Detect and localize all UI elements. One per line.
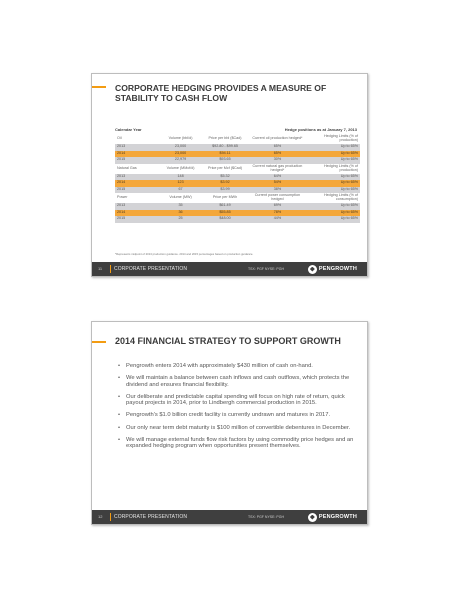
logo-text: PENGROWTH	[318, 514, 357, 520]
header-cell: Current oil production hedged*	[248, 134, 306, 144]
table-cell: 2014	[115, 180, 159, 187]
table-cell: 35	[159, 203, 201, 210]
table-cell: 2013	[115, 203, 159, 210]
header-cell: Price per bbl ($Cad)	[202, 134, 249, 144]
table-cell: Up to 65%	[306, 151, 360, 158]
slide-financial-strategy	[91, 321, 368, 525]
slide-title: CORPORATE HEDGING PROVIDES A MEASURE OF STABILITY TO CASH FLOW	[115, 83, 327, 103]
table-cell: 44%	[248, 216, 306, 223]
table-header-row	[115, 164, 360, 174]
list-item: • We will manage external funds flow risk factors by using commodity price hedges and an expanded hedging program when opportunities present themselves.	[122, 437, 355, 450]
table-cell: Up to 65%	[306, 210, 360, 217]
header-cell: Hedging Limits (% of production)	[306, 134, 360, 144]
table-cell: 36	[159, 210, 201, 217]
table-cell: $3.99	[202, 187, 249, 194]
table-cell: 64%	[248, 174, 306, 181]
table-cell: $5.32	[202, 174, 249, 181]
header-cell: Price per MWh	[202, 193, 249, 203]
company-logo	[308, 512, 357, 522]
table-cell: 23,000	[159, 144, 201, 151]
header-cell: Volume (MW)	[159, 193, 201, 203]
slide-hedging	[91, 73, 368, 277]
table-cell: Up to 65%	[306, 187, 360, 194]
table-cell: $3.92	[202, 180, 249, 187]
table-cell: $94.11	[202, 151, 249, 158]
table-cell: 123	[159, 180, 201, 187]
logo-icon	[308, 265, 317, 274]
table-row	[115, 216, 360, 223]
title-accent-bar	[92, 86, 106, 88]
header-cell: Volume (bbl/d)	[159, 134, 201, 144]
slide-footer	[92, 510, 367, 524]
header-cell: Natural Gas	[115, 164, 159, 174]
header-cell: Oil	[115, 134, 159, 144]
table-cell: $61.49	[202, 203, 249, 210]
slide-title: 2014 FINANCIAL STRATEGY TO SUPPORT GROWTH	[115, 336, 341, 346]
table-cell: $92.80 - $99.65	[202, 144, 249, 151]
table-cell: 22,979	[159, 157, 201, 164]
list-item: • We will maintain a balance between cash inflows and cash outflows, which protects the dividend and ensures financial flexibility.	[122, 375, 355, 388]
calendar-year-label: Calendar Year	[115, 127, 142, 132]
table-cell: 2015	[115, 187, 159, 194]
table-cell: 23,000	[159, 151, 201, 158]
table-cell: $93.65	[202, 157, 249, 164]
page-number: 12	[98, 514, 103, 519]
table-cell: $48.00	[202, 216, 249, 223]
table-cell: 69%	[248, 203, 306, 210]
table-cell: Up to 65%	[306, 203, 360, 210]
table-cell: Up to 65%	[306, 216, 360, 223]
table-cell: $55.85	[202, 210, 249, 217]
logo-icon	[308, 513, 317, 522]
table-cell: Up to 65%	[306, 157, 360, 164]
table-cell: Up to 65%	[306, 144, 360, 151]
header-cell: Hedging Limits (% of consumption)	[306, 193, 360, 203]
table-cell: 65%	[248, 144, 306, 151]
table-cell: 2014	[115, 151, 159, 158]
header-cell: Current power consumption hedged	[248, 193, 306, 203]
footer-separator	[110, 265, 111, 273]
ticker-symbols: TSX: PGF NYSE: PGH	[248, 514, 284, 519]
footnote: *Represents midpoint of 2013 production guidance. 2014 and 2015 percentages based on production guidance.	[115, 252, 254, 256]
ticker-symbols: TSX: PGF NYSE: PGH	[248, 266, 284, 271]
footer-separator	[110, 513, 111, 521]
table-cell: 78%	[248, 210, 306, 217]
table-cell: 2015	[115, 216, 159, 223]
table-cell: 65%	[248, 151, 306, 158]
table-cell: 38%	[248, 187, 306, 194]
table-header-row	[115, 134, 360, 144]
header-cell: Volume (MMcf/d)	[159, 164, 201, 174]
title-accent-bar	[92, 341, 106, 343]
list-item: • Pengrowth enters 2014 with approximately $430 million of cash on-hand.	[122, 363, 355, 370]
slide-footer	[92, 262, 367, 276]
list-item: • Pengrowth's $1.0 billion credit facility is currently undrawn and matures in 2017.	[122, 412, 355, 419]
company-logo	[308, 264, 357, 274]
table-cell: 25	[159, 216, 201, 223]
hedge-positions-label: Hedge positions as at January 7, 2013	[284, 127, 357, 132]
footer-label: CORPORATE PRESENTATION	[114, 265, 188, 272]
table-cell: 2015	[115, 157, 159, 164]
logo-text: PENGROWTH	[318, 266, 357, 272]
header-cell: Power	[115, 193, 159, 203]
table-cell: Up to 65%	[306, 180, 360, 187]
list-item: • Our deliberate and predictable capital spending will focus on high rate of return, quick payout projects in 2014, prior to Lindbergh commercial production in 2015.	[122, 394, 355, 407]
table-cell: 2013	[115, 144, 159, 151]
table-cell: 148	[159, 174, 201, 181]
table-cell: 54%	[248, 180, 306, 187]
table-cell: 30%	[248, 157, 306, 164]
table-header-row	[115, 193, 360, 203]
page-number: 11	[98, 266, 103, 271]
footer-label: CORPORATE PRESENTATION	[114, 513, 188, 520]
table-cell: 67	[159, 187, 201, 194]
table-cell: 2013	[115, 174, 159, 181]
bullet-list	[116, 363, 355, 455]
table-cell: Up to 65%	[306, 174, 360, 181]
header-cell: Hedging Limits (% of production)	[306, 164, 360, 174]
table-cell: 2014	[115, 210, 159, 217]
header-cell: Current natural gas production hedged*	[248, 164, 306, 174]
header-cell: Price per Mcf ($Cad)	[202, 164, 249, 174]
hedging-table	[115, 134, 360, 223]
list-item: • Our only near term debt maturity is $100 million of convertible debentures in December.	[122, 425, 355, 432]
